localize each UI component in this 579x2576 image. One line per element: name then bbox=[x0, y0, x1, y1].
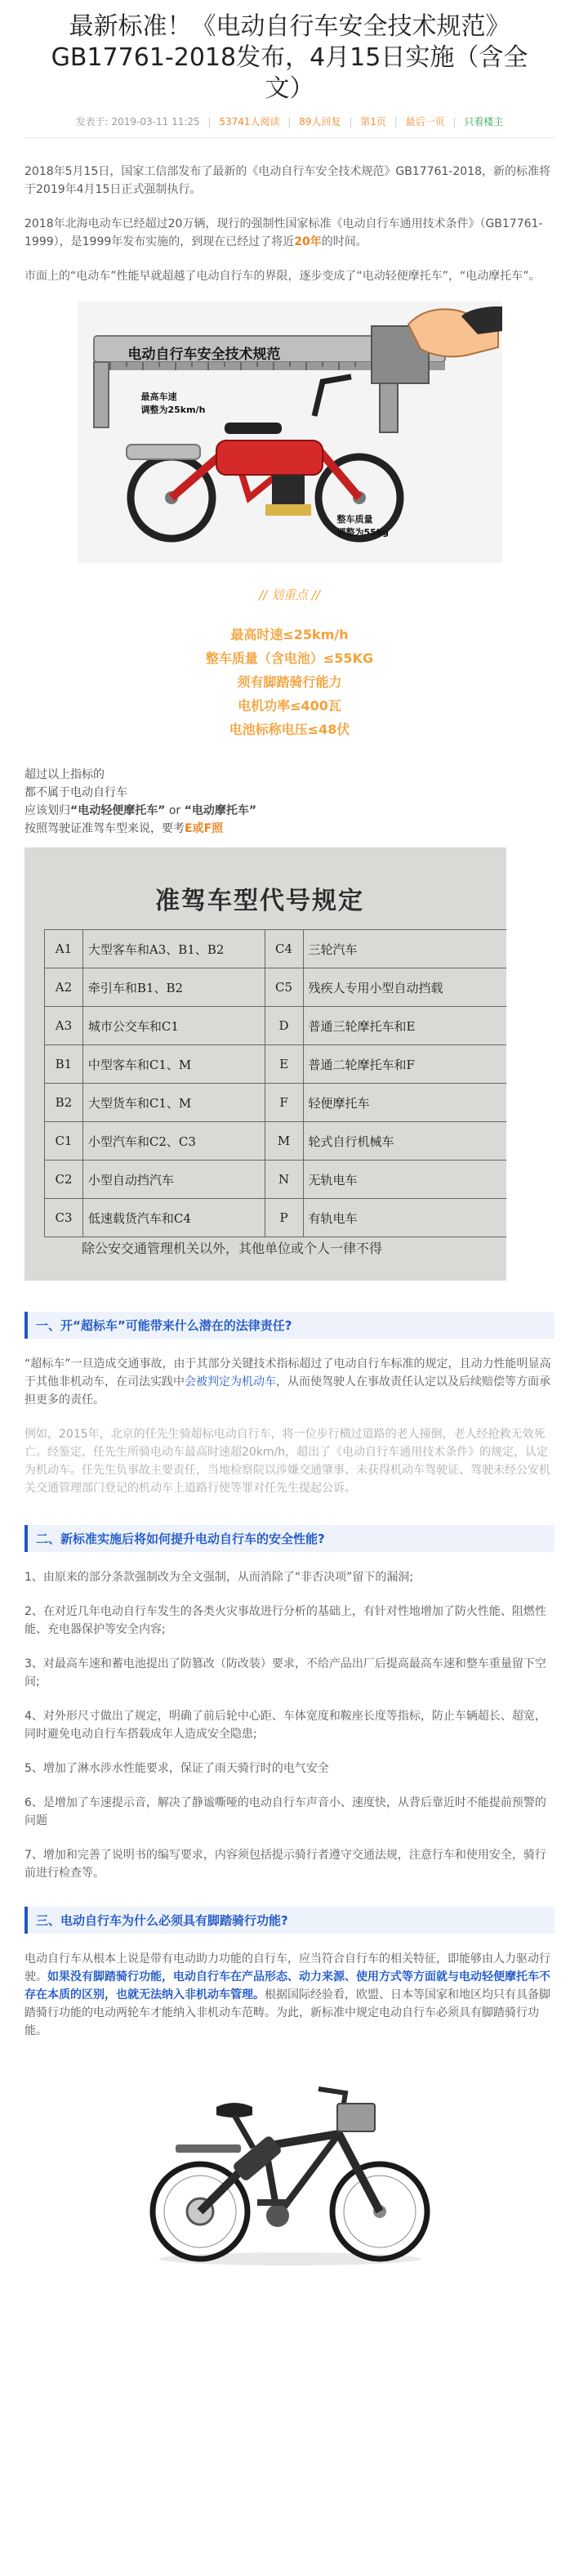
illustration-svg bbox=[78, 302, 502, 563]
key-point: 电机功率≤400瓦 bbox=[238, 698, 341, 713]
license-code-cell: C2 bbox=[45, 1161, 83, 1199]
license-code-cell: N bbox=[265, 1161, 303, 1199]
license-code-cell: A3 bbox=[45, 1007, 83, 1045]
section-2-item: 5、增加了淋水涉水性能要求，保证了雨天骑行时的电气安全 bbox=[24, 1762, 329, 1775]
license-code-cell: A1 bbox=[45, 930, 83, 968]
section-1-paragraph-2: 例如，2015年，北京的任先生骑超标电动自行车，将一位步行横过道路的老人撞倒，老人经抢救无效死亡。经鉴定，任先生所骑电动车最高时速超20km/h，超出了《电动自行车通用技术条件》的规定，认定为机动车。任先生负事故主要责任，当地检察院以涉嫌交通肇事、未获得机动车驾驶证、驾驶未经公安机关交通管理部门登记的机动车上道路行使等罪对任先生提起公诉。 bbox=[24, 1428, 550, 1495]
license-table-row bbox=[45, 1161, 507, 1199]
license-note-line bbox=[24, 802, 555, 820]
license-table-row bbox=[45, 930, 507, 968]
license-desc-cell: 有轨电车 bbox=[303, 1199, 506, 1237]
license-code-cell: A2 bbox=[45, 968, 83, 1007]
license-note-line bbox=[24, 820, 555, 838]
meta-divider bbox=[24, 137, 555, 138]
license-code-cell: D bbox=[265, 1007, 303, 1045]
license-desc-cell: 城市公交车和C1 bbox=[82, 1007, 265, 1045]
s3-text-end: 根据国际经验看，欧盟、日本等国家和地区均只有具备脚踏骑行功能的电动两轮车才能纳入非机动车范畴。为此，新标准中规定电动自行车必须具有脚踏骑行功能。 bbox=[24, 1988, 550, 2037]
license-table-row bbox=[45, 1122, 507, 1161]
license-desc-cell: 小型自动挡汽车 bbox=[82, 1161, 265, 1199]
license-table-row bbox=[45, 968, 507, 1007]
license-desc-cell: 轻便摩托车 bbox=[303, 1084, 506, 1122]
note-emphasis: “电动轻便摩托车” bbox=[70, 804, 166, 817]
license-desc-cell: 小型汽车和C2、C3 bbox=[82, 1122, 265, 1161]
meta-separator: | bbox=[452, 116, 457, 127]
note-emphasis: “电动摩托车” bbox=[184, 804, 257, 817]
note-highlight: E或F照 bbox=[185, 822, 224, 835]
license-code-cell: M bbox=[265, 1122, 303, 1161]
license-desc-cell: 普通二轮摩托车和F bbox=[303, 1045, 506, 1084]
intro-p2-highlight: 20年 bbox=[294, 235, 322, 248]
license-code-cell: C1 bbox=[45, 1122, 83, 1161]
license-desc-cell: 无轨电车 bbox=[303, 1161, 506, 1199]
intro-paragraph-3: 市面上的“电动车”性能早就超越了电动自行车的界限，逐步变成了“电动轻便摩托车”，“电动摩托车”。 bbox=[24, 270, 541, 283]
license-table bbox=[44, 929, 506, 1237]
illustration-weight-label-2: 调整为55kg bbox=[336, 527, 389, 538]
section-2-item: 3、对最高车速和蓄电池提出了防篡改（防改装）要求，不给产品出厂后提高最高车速和整车重量留下空间; bbox=[24, 1657, 546, 1688]
license-table-row bbox=[45, 1045, 507, 1084]
intro-p2-text: 2018年北海电动车已经超过20万辆，现行的强制性国家标准《电动自行车通用技术条件》（GB17761-1999），是1999年发布实施的，到现在已经过了将近 bbox=[24, 217, 543, 248]
publish-time: 发表于: 2019-03-11 11:25 bbox=[75, 116, 200, 127]
s3-highlight: 如果没有脚踏骑行功能，电动自行车在产品形态、动力来源、使用方式等方面就与电动轻便摩托车不存在本质的区别，也就无法纳入非机动车管理。 bbox=[24, 1970, 550, 2001]
license-table-title: 准驾车型代号规定 bbox=[155, 887, 364, 915]
note-text: 按照驾驶证准驾车型来说，要考 bbox=[24, 822, 185, 835]
key-point: 电池标称电压≤48伏 bbox=[229, 722, 350, 737]
read-count: 53741人阅读 bbox=[219, 116, 280, 127]
license-code-cell: C5 bbox=[265, 968, 303, 1007]
s1-text: “超标车”一旦造成交通事故，由于其部分关键技术指标超过了电动自行车标准的规定，且动力性能明显高于其他非机动车，在司法实践中 bbox=[24, 1357, 551, 1389]
license-desc-cell: 中型客车和C1、M bbox=[82, 1045, 265, 1084]
license-code-cell: B1 bbox=[45, 1045, 83, 1084]
license-desc-cell: 大型客车和A3、B1、B2 bbox=[82, 930, 265, 968]
illustration-weight-label-1: 整车质量 bbox=[336, 514, 373, 525]
section-2-item: 7、增加和完善了说明书的编写要求，内容须包括提示骑行者遵守交通法规，注意行车和使用安全，骑行前进行检查等。 bbox=[24, 1849, 546, 1880]
s1-text-end: ，从而使驾驶人在事故责任认定以及后续赔偿等方面承担更多的责任。 bbox=[24, 1375, 550, 1407]
section-2-item: 1、由原来的部分条款强制改为全文强制，从而消除了“非否决项”留下的漏洞; bbox=[24, 1571, 414, 1584]
license-table-row bbox=[45, 1199, 507, 1237]
illustration-title: 电动自行车安全技术规范 bbox=[127, 347, 281, 363]
page-one-link[interactable]: 第1页 bbox=[360, 116, 386, 127]
license-desc-cell: 三轮汽车 bbox=[303, 930, 506, 968]
license-code-cell: E bbox=[265, 1045, 303, 1084]
license-note-line: 超过以上指标的 bbox=[24, 768, 105, 781]
license-code-cell: P bbox=[265, 1199, 303, 1237]
license-note bbox=[24, 766, 555, 838]
license-desc-cell: 低速载货汽车和C4 bbox=[82, 1199, 265, 1237]
article-meta bbox=[24, 113, 555, 131]
license-code-cell: C3 bbox=[45, 1199, 83, 1237]
license-types-photo bbox=[24, 847, 506, 1281]
reply-count: 89人回复 bbox=[299, 116, 341, 127]
section-3-heading: 三、电动自行车为什么必须具有脚踏骑行功能? bbox=[24, 1907, 555, 1934]
meta-separator: | bbox=[394, 116, 398, 127]
meta-separator: | bbox=[349, 116, 353, 127]
key-point: 最高时速≤25km/h bbox=[230, 627, 349, 642]
intro-paragraph-2 bbox=[24, 215, 555, 251]
meta-separator: | bbox=[207, 116, 212, 127]
section-2-item: 2、在对近几年电动自行车发生的各类火灾事故进行分析的基础上，有针对性地增加了防火性能、阻燃性能、充电器保护等安全内容; bbox=[24, 1605, 546, 1636]
article-title: 最新标准！《电动自行车安全技术规范》GB17761-2018发布，4月15日实施（含全文） bbox=[51, 12, 528, 103]
section-2-heading: 二、新标准实施后将如何提升电动自行车的安全性能? bbox=[24, 1525, 555, 1552]
intro-p2-text-end: 的时间。 bbox=[321, 235, 367, 248]
license-table-footer: 除公安交通管理机关以外，其他单位或个人一律不得 bbox=[82, 1241, 383, 1256]
license-code-cell: F bbox=[265, 1084, 303, 1122]
key-points bbox=[24, 586, 555, 741]
section-2-item: 4、对外形尺寸做出了规定，明确了前后轮中心距、车体宽度和鞍座长度等指标，防止车辆超长、超宽，同时避免电动自行车搭载成年人造成安全隐患; bbox=[24, 1710, 546, 1741]
ebike-svg bbox=[143, 2056, 437, 2269]
license-table-row bbox=[45, 1084, 507, 1122]
illustration-speed-label-2: 调整为25km/h bbox=[140, 405, 206, 415]
note-text: or bbox=[165, 804, 185, 817]
only-owner-link[interactable]: 只看楼主 bbox=[464, 116, 504, 127]
section-1-paragraph-1 bbox=[24, 1355, 555, 1409]
intro-paragraph-1: 2018年5月15日，国家工信部发布了最新的《电动自行车安全技术规范》GB17761-2018，新的标准将于2019年4月15日正式强制执行。 bbox=[24, 165, 551, 196]
key-point: 须有脚踏骑行能力 bbox=[237, 674, 342, 690]
note-text: 应该划归 bbox=[24, 804, 70, 817]
last-page-link[interactable]: 最后一页 bbox=[405, 116, 445, 127]
standard-illustration bbox=[78, 302, 502, 563]
license-code-cell: C4 bbox=[265, 930, 303, 968]
key-point: 整车质量（含电池）≤55KG bbox=[205, 651, 374, 666]
license-desc-cell: 普通三轮摩托车和E bbox=[303, 1007, 506, 1045]
section-2-item: 6、是增加了车速提示音，解决了静谧嘶哑的电动自行车声音小、速度快，从背后靠近时不能提前预警的问题 bbox=[24, 1796, 546, 1827]
license-code-cell: B2 bbox=[45, 1084, 83, 1122]
key-points-heading: // 划重点 // bbox=[259, 588, 320, 602]
meta-separator: | bbox=[287, 116, 292, 127]
ebike-photo bbox=[143, 2056, 437, 2269]
s1-highlight: 会被判定为机动车 bbox=[185, 1375, 276, 1389]
license-desc-cell: 残疾人专用小型自动挡载 bbox=[303, 968, 506, 1007]
license-desc-cell: 牵引车和B1、B2 bbox=[82, 968, 265, 1007]
s3-text: 电动自行车从根本上说是带有电动助力功能的自行车，应当符合自行车的相关特征，即能够由人力驱动行驶。 bbox=[24, 1952, 550, 1983]
section-1-heading: 一、开“超标车”可能带来什么潜在的法律责任? bbox=[24, 1312, 555, 1339]
license-desc-cell: 轮式自行机械车 bbox=[303, 1122, 506, 1161]
license-desc-cell: 大型货车和C1、M bbox=[82, 1084, 265, 1122]
section-3-paragraph bbox=[24, 1950, 555, 2040]
license-table-row bbox=[45, 1007, 507, 1045]
license-note-line: 都不属于电动自行车 bbox=[24, 786, 127, 799]
illustration-speed-label-1: 最高车速 bbox=[140, 391, 177, 402]
